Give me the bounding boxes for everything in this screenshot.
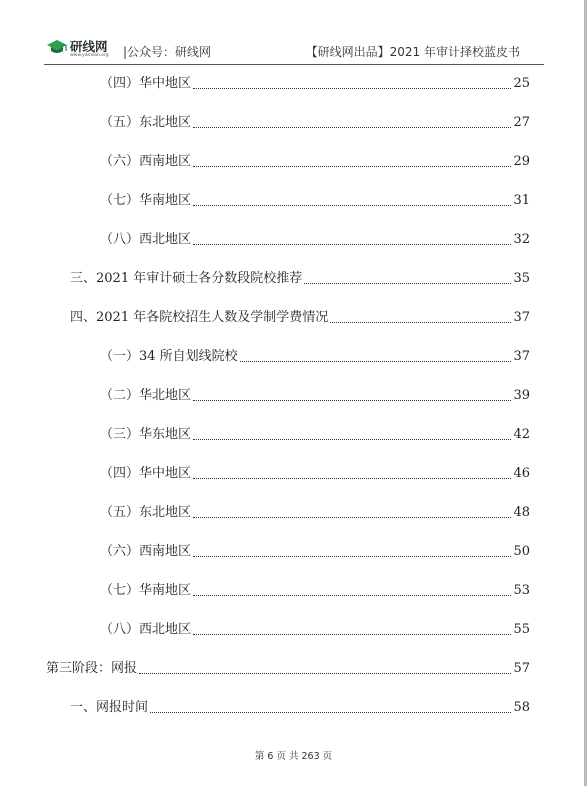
page-footer	[0, 748, 587, 762]
toc-entry[interactable]	[70, 306, 530, 326]
toc-entry[interactable]	[46, 657, 530, 677]
toc-leader-dots	[150, 712, 511, 713]
toc-leader-dots	[193, 439, 511, 440]
toc-entry-label: （七）华南地区	[100, 193, 192, 208]
toc-page-number: 35	[513, 271, 530, 286]
toc-page-number: 42	[513, 427, 530, 442]
toc-leader-dots	[193, 205, 511, 206]
toc-page-number: 37	[513, 349, 530, 364]
toc-entry-label: 三、2021 年审计硕士各分数段院校推荐	[70, 271, 303, 286]
page-header	[0, 0, 587, 66]
toc-entry[interactable]	[100, 189, 530, 209]
toc-entry[interactable]	[100, 72, 530, 92]
toc-entry[interactable]	[100, 618, 530, 638]
toc-entry-label: 四、2021 年各院校招生人数及学制学费情况	[70, 310, 329, 325]
toc-entry[interactable]	[70, 696, 530, 716]
toc-leader-dots	[330, 322, 511, 323]
toc-entry-label: （五）东北地区	[100, 115, 192, 130]
toc-entry-label: （八）西北地区	[100, 232, 192, 247]
toc-leader-dots	[193, 517, 511, 518]
header-divider	[44, 64, 544, 65]
graduation-cap-icon	[46, 38, 68, 56]
toc-leader-dots	[193, 556, 511, 557]
toc-entry-label: （七）华南地区	[100, 583, 192, 598]
toc-entry[interactable]	[100, 462, 530, 482]
toc-entry[interactable]	[100, 228, 530, 248]
toc-entry-label: （四）华中地区	[100, 466, 192, 481]
public-account-label: |公众号：研线网	[123, 45, 212, 59]
toc-leader-dots	[193, 88, 511, 89]
toc-entry[interactable]	[100, 150, 530, 170]
toc-entry-label: （五）东北地区	[100, 505, 192, 520]
toc-page-number: 32	[513, 232, 530, 247]
toc-entry-label: （四）华中地区	[100, 76, 192, 91]
book-title: 【研线网出品】2021 年审计择校蓝皮书	[305, 45, 520, 59]
toc-entry-label: （一）34 所自划线院校	[100, 349, 238, 364]
toc-entry-label: 一、网报时间	[70, 700, 149, 715]
toc-entry[interactable]	[100, 540, 530, 560]
toc-page-number: 57	[513, 661, 530, 676]
page-number-label: 第 6 页 共 263 页	[254, 751, 333, 762]
toc-page-number: 25	[513, 76, 530, 91]
toc-entry[interactable]	[100, 111, 530, 131]
toc-entry[interactable]	[100, 345, 530, 365]
toc-page-number: 37	[513, 310, 530, 325]
toc-page-number: 39	[513, 388, 530, 403]
toc-entry[interactable]	[100, 501, 530, 521]
toc-leader-dots	[193, 478, 511, 479]
toc-page-number: 50	[513, 544, 530, 559]
toc-entry-label: （八）西北地区	[100, 622, 192, 637]
toc-leader-dots	[193, 400, 511, 401]
toc-page-number: 29	[513, 154, 530, 169]
toc-leader-dots	[304, 283, 511, 284]
toc-page-number: 58	[513, 700, 530, 715]
toc-entry-label: （六）西南地区	[100, 154, 192, 169]
toc-entry[interactable]	[100, 423, 530, 443]
toc-page-number: 46	[513, 466, 530, 481]
toc-leader-dots	[193, 244, 511, 245]
toc-entry-label: （六）西南地区	[100, 544, 192, 559]
toc-leader-dots	[139, 673, 511, 674]
logo-url: www.yanxian.org	[70, 53, 109, 58]
toc-page-number: 31	[513, 193, 530, 208]
toc-leader-dots	[193, 166, 511, 167]
toc-page-number: 48	[513, 505, 530, 520]
toc-leader-dots	[193, 634, 511, 635]
yanxian-logo	[46, 36, 116, 60]
toc-entry-label: 第三阶段：网报	[46, 661, 138, 676]
toc-entry-label: （三）华东地区	[100, 427, 192, 442]
toc-page-number: 55	[513, 622, 530, 637]
toc-entry-label: （二）华北地区	[100, 388, 192, 403]
toc-leader-dots	[193, 595, 511, 596]
toc-leader-dots	[240, 361, 512, 362]
logo-text: 研线网	[70, 39, 108, 54]
toc-page-number: 53	[513, 583, 530, 598]
toc-entry[interactable]	[100, 579, 530, 599]
toc-page-number: 27	[513, 115, 530, 130]
toc-entry[interactable]	[100, 384, 530, 404]
toc-leader-dots	[193, 127, 511, 128]
toc-entry[interactable]	[70, 267, 530, 287]
